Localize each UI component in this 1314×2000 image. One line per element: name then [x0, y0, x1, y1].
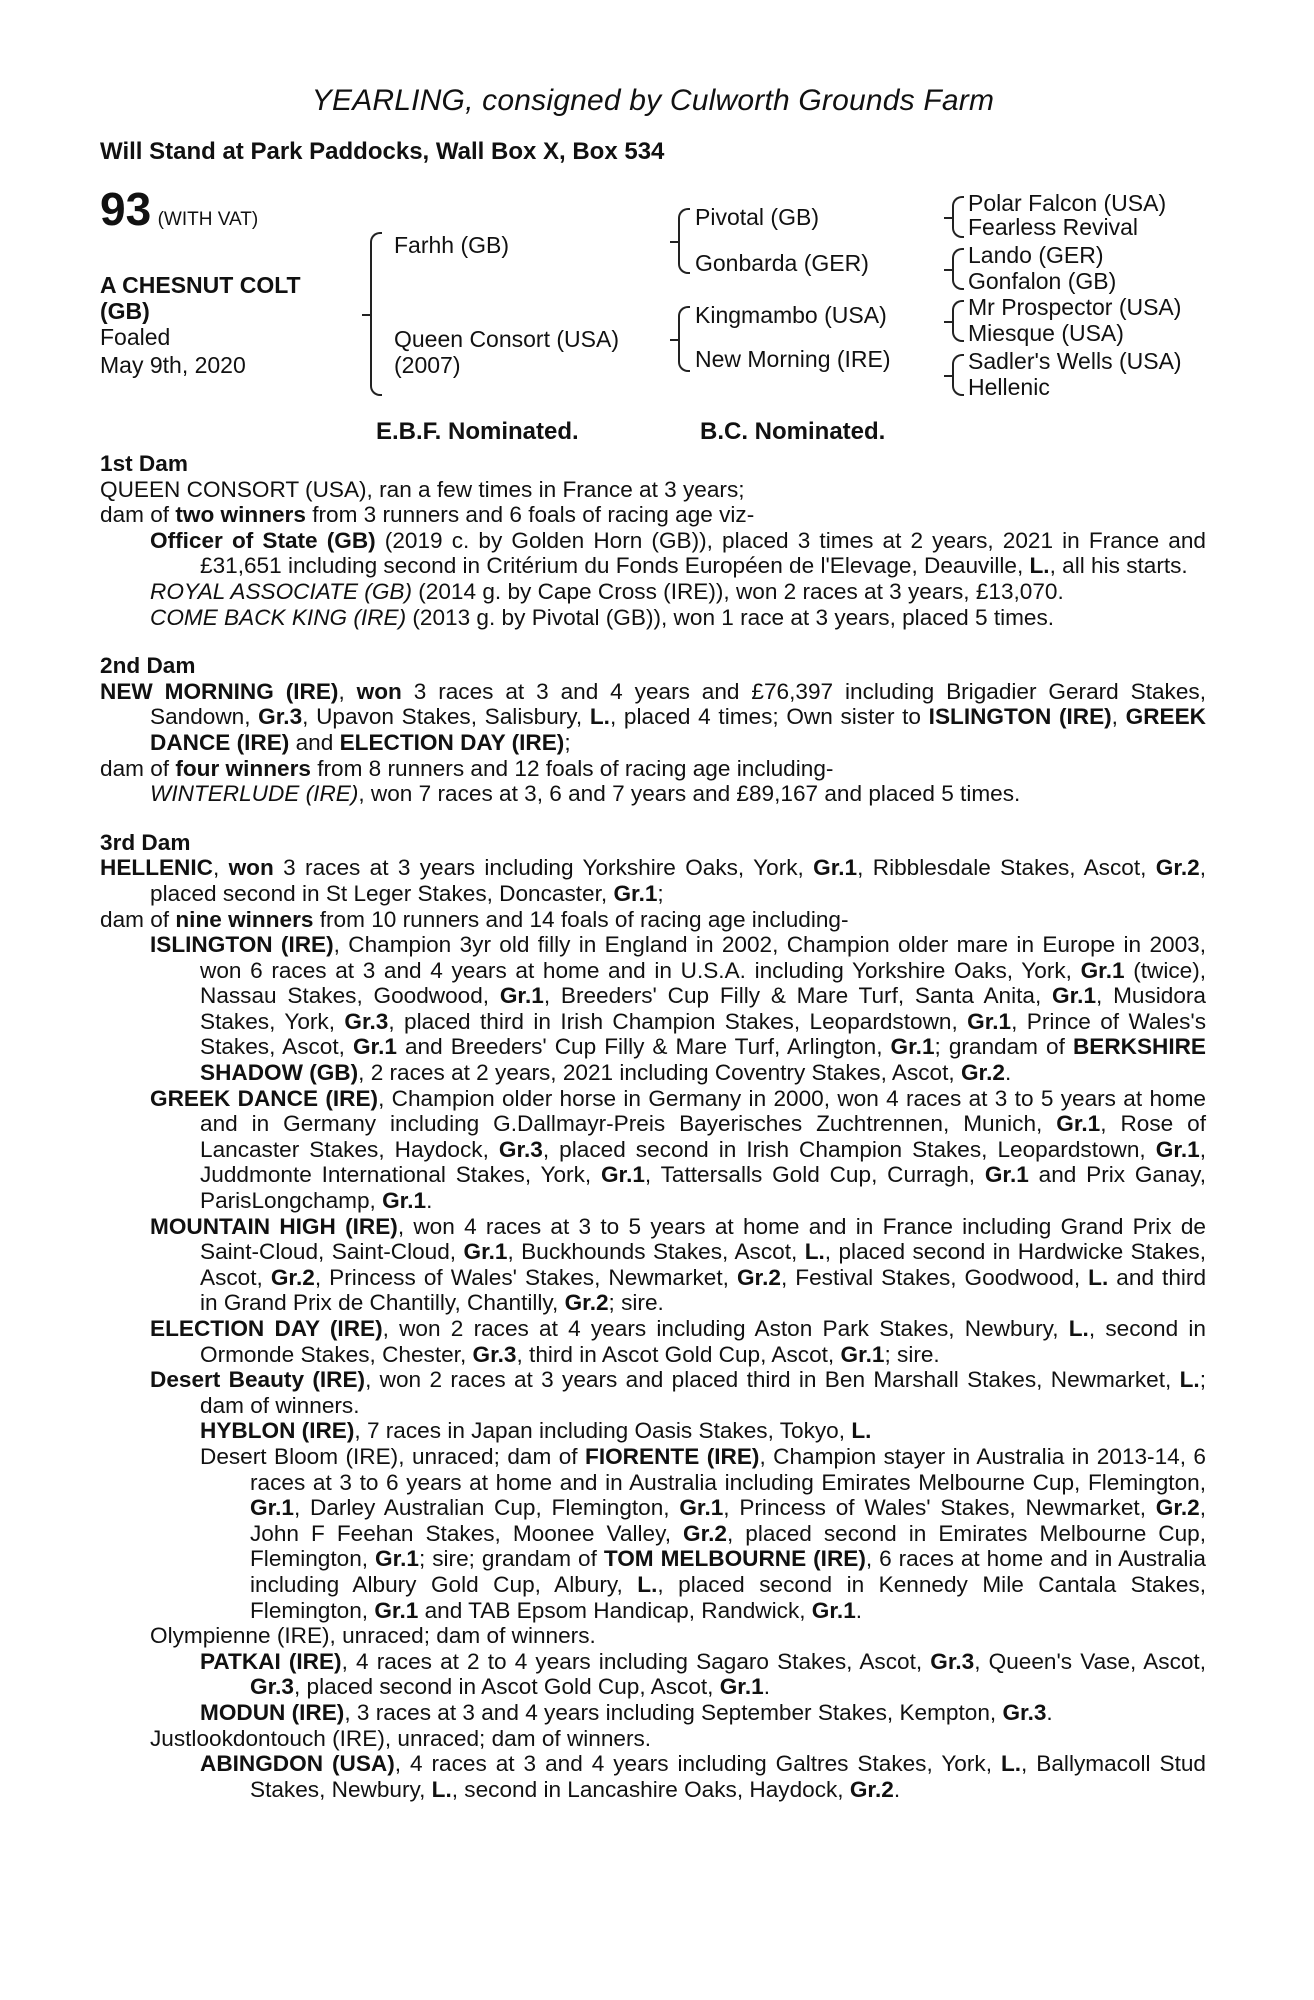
- second-dam-produce-summary: dam of four winners from 8 runners and 12 foals of racing age including-: [100, 755, 834, 781]
- produce-desert-beauty: [100, 1367, 1206, 1418]
- text-run: Olympienne (IRE), unraced; dam of winners.: [150, 1623, 596, 1649]
- bold-run: Gr.3: [472, 1341, 517, 1367]
- third-dam-record: HELLENIC, won 3 races at 3 years including Yorkshire Oaks, York, Gr.1, Ribblesdale Stakes, Ascot, Gr.2, placed second in St Leger Stakes, Doncaster, Gr.1;: [100, 855, 1207, 906]
- dam-parents-brace: [678, 306, 690, 372]
- first-dam-produce-summary: dam of two winners from 3 runners and 6 foals of racing age viz-: [100, 502, 755, 528]
- bold-run: L.: [1179, 1367, 1200, 1393]
- third-dam-heading: 3rd Dam: [100, 829, 191, 855]
- text-run: ; grandam of: [934, 1034, 1073, 1060]
- sire-dam-dam: Gonfalon (GB): [968, 268, 1117, 294]
- text-run: ; sire; grandam of: [418, 1546, 604, 1572]
- bold-run: MODUN (IRE): [200, 1699, 345, 1725]
- text-run: , Champion stayer in Australia in 2013-14, 6 races at 3 to 6 years at home and in Australia including Emirates Melbourne Cup, Flemington,: [250, 1443, 1206, 1495]
- first-dam-section: [100, 451, 1206, 630]
- text-run: , Juddmonte International Stakes, York,: [200, 1136, 1206, 1188]
- first-dam-line: QUEEN CONSORT (USA), ran a few times in France at 3 years;: [100, 476, 745, 502]
- text-run: , Darley Australian Cup, Flemington,: [293, 1495, 680, 1521]
- stand-location: Will Stand at Park Paddocks, Wall Box X, Box 534: [100, 138, 665, 165]
- bold-run: Gr.1: [967, 1008, 1012, 1034]
- text-run: .: [763, 1674, 770, 1700]
- text-run: , won 2 races at 4 years including Aston Park Stakes, Newbury,: [382, 1316, 1069, 1341]
- text-run: , Buckhounds Stakes, Ascot,: [507, 1239, 805, 1265]
- produce-islington: [100, 932, 1206, 1086]
- produce-justlookdontouch: [100, 1726, 1206, 1752]
- bold-run: BERKSHIRE SHADOW (GB): [200, 1034, 1207, 1086]
- text-run: .: [855, 1597, 863, 1623]
- foaled-date: May 9th, 2020: [100, 352, 246, 378]
- second-dam-heading: 2nd Dam: [100, 653, 196, 679]
- bold-run: HYBLON (IRE): [200, 1418, 355, 1444]
- sire-dam: Gonbarda (GER): [695, 250, 869, 276]
- text-run: , 3 races at 3 and 4 years including September Stakes, Kempton,: [344, 1699, 1003, 1725]
- text-run: , second in Lancashire Oaks, Haydock,: [451, 1776, 850, 1802]
- gs1-brace: [952, 196, 964, 238]
- text-run: , Princess of Wales' Stakes, Newmarket,: [723, 1495, 1156, 1521]
- bold-run: Desert Beauty (IRE): [150, 1367, 366, 1393]
- text-run: , John F Feehan Stakes, Moonee Valley,: [250, 1495, 1206, 1546]
- produce-officer-of-state: Officer of State (GB) (2019 c. by Golden Horn (GB)), placed 3 times at 2 years, 2021 in France and £31,651 including second in Critérium du Fonds Européen de l'Elevage, Deauville, L., all his starts.: [150, 527, 1206, 579]
- dam-dam-sire: Sadler's Wells (USA): [968, 348, 1182, 374]
- dam-sire-sire: Mr Prospector (USA): [968, 294, 1182, 320]
- bold-run: L.: [1068, 1316, 1089, 1341]
- text-run: , 2 races at 2 years, 2021 including Coventry Stakes, Ascot,: [358, 1060, 961, 1086]
- text-run: , Ballymacoll Stud Stakes, Newbury,: [250, 1751, 1206, 1802]
- text-run: , Tattersalls Gold Cup, Curragh,: [644, 1162, 985, 1188]
- gs2-brace: [952, 248, 964, 290]
- bold-run: Gr.1: [499, 983, 544, 1009]
- produce-election-day: [100, 1316, 1206, 1367]
- gs4-brace: [952, 354, 964, 396]
- produce-hyblon: [100, 1418, 1206, 1444]
- text-run: , 4 races at 2 to 4 years including Sagaro Stakes, Ascot,: [341, 1648, 931, 1674]
- text-run: , Queen's Vase, Ascot,: [974, 1648, 1206, 1674]
- third-dam-section: [100, 830, 1206, 1803]
- text-run: .: [1004, 1060, 1012, 1086]
- text-run: Desert Bloom (IRE), unraced; dam of: [200, 1443, 586, 1469]
- text-run: , placed second in Ascot Gold Cup, Ascot,: [293, 1674, 720, 1700]
- bold-run: Gr.1: [1080, 957, 1125, 983]
- bold-run: GREEK DANCE (IRE): [150, 1085, 379, 1111]
- text-run: , won 4 races at 3 to 5 years at home and in France including Grand Prix de Saint-Cloud, Saint-Cloud,: [200, 1213, 1206, 1265]
- bold-run: TOM MELBOURNE (IRE): [603, 1546, 866, 1572]
- text-run: ; sire.: [608, 1290, 664, 1316]
- bold-run: PATKAI (IRE): [200, 1648, 342, 1674]
- bold-run: ISLINGTON (IRE): [150, 932, 334, 958]
- text-run: , Champion older horse in Germany in 2000, won 4 races at 3 to 5 years at home and in Germany including G.Dallmayr-Preis Bayerisches Zuchtrennen, Munich,: [200, 1085, 1207, 1137]
- third-dam-produce-summary: dam of nine winners from 10 runners and 14 foals of racing age including-: [100, 906, 849, 932]
- text-run: , placed second in Kennedy Mile Cantala Stakes, Flemington,: [250, 1571, 1206, 1623]
- text-run: , third in Ascot Gold Cup, Ascot,: [516, 1341, 841, 1367]
- bold-run: Gr.3: [930, 1648, 975, 1674]
- produce-desert-bloom: [100, 1444, 1206, 1623]
- lot-country: (GB): [100, 298, 150, 324]
- dam-sire: Kingmambo (USA): [695, 302, 887, 328]
- text-run: , placed third in Irish Champion Stakes, Leopardstown,: [388, 1008, 968, 1034]
- bold-run: L.: [1000, 1751, 1022, 1777]
- pedigree-block: [100, 183, 1206, 451]
- lot-heading: [100, 183, 259, 235]
- sire-sire: Pivotal (GB): [695, 204, 819, 230]
- bold-run: L.: [851, 1418, 872, 1444]
- bold-run: Gr.1: [375, 1546, 419, 1572]
- text-run: .: [1046, 1699, 1053, 1725]
- text-run: ; dam of winners.: [200, 1367, 1206, 1418]
- text-run: , Breeders' Cup Filly & Mare Turf, Santa Anita,: [543, 983, 1053, 1009]
- text-run: ; sire.: [884, 1341, 940, 1367]
- sire-sire-sire: Polar Falcon (USA): [968, 190, 1167, 216]
- bold-run: Gr.1: [352, 1034, 397, 1060]
- sire-parents-brace: [678, 208, 690, 274]
- text-run: , placed second in Irish Champion Stakes, Leopardstown,: [542, 1136, 1156, 1162]
- foaled-label: Foaled: [100, 324, 171, 350]
- bold-run: Gr.1: [382, 1188, 427, 1214]
- dam-name: Queen Consort (USA): [394, 326, 619, 352]
- dam-dam-dam: Hellenic: [968, 374, 1050, 400]
- bc-nominated: B.C. Nominated.: [700, 418, 886, 445]
- text-run: and third in Grand Prix de Chantilly, Chantilly,: [200, 1264, 1207, 1316]
- produce-olympienne: [100, 1623, 1206, 1649]
- dam-year: (2007): [394, 352, 461, 378]
- lot-vat: (WITH VAT): [157, 209, 259, 230]
- consignor-title: YEARLING, consigned by Culworth Grounds Farm: [311, 84, 995, 117]
- bold-run: Gr.2: [736, 1264, 781, 1290]
- first-dam-heading: 1st Dam: [100, 451, 188, 476]
- bold-run: Gr.2: [849, 1776, 894, 1802]
- bold-run: Gr.3: [1002, 1699, 1047, 1725]
- text-run: , Musidora Stakes, York,: [200, 983, 1206, 1034]
- catalogue-page: [100, 84, 1206, 1825]
- bold-run: Gr.1: [1052, 983, 1097, 1009]
- produce-patkai: [100, 1649, 1206, 1700]
- lot-description: A CHESNUT COLT: [100, 272, 301, 298]
- text-run: , Prince of Wales's Stakes, Ascot,: [200, 1008, 1206, 1060]
- text-run: .: [893, 1776, 901, 1802]
- bold-run: L.: [1088, 1264, 1109, 1290]
- produce-abingdon: [100, 1751, 1206, 1802]
- sire-sire-dam: Fearless Revival: [968, 214, 1138, 240]
- bold-run: Gr.1: [719, 1674, 764, 1700]
- text-run: , won 2 races at 3 years and placed third in Ben Marshall Stakes, Newmarket,: [365, 1367, 1180, 1393]
- bold-run: L.: [431, 1776, 452, 1802]
- bold-run: Gr.1: [890, 1034, 935, 1060]
- ebf-nominated: E.B.F. Nominated.: [376, 418, 579, 445]
- text-run: , Champion 3yr old filly in England in 2002, Champion older mare in Europe in 2003, won 6 races at 3 and 4 years at home and in U.S.A. including Yorkshire Oaks, York,: [200, 932, 1206, 983]
- text-run: , placed second in Emirates Melbourne Cup, Flemington,: [250, 1520, 1206, 1572]
- bold-run: Gr.1: [250, 1495, 294, 1521]
- gs3-brace: [952, 300, 964, 342]
- bold-run: Gr.1: [463, 1239, 508, 1265]
- bold-run: Gr.1: [840, 1341, 885, 1367]
- text-run: , 6 races at home and in Australia including Albury Gold Cup, Albury,: [250, 1546, 1206, 1597]
- bold-run: MOUNTAIN HIGH (IRE): [150, 1213, 398, 1239]
- sire-dam-sire: Lando (GER): [968, 242, 1104, 268]
- text-run: , Princess of Wales' Stakes, Newmarket,: [314, 1264, 737, 1290]
- bold-run: Gr.1: [1056, 1111, 1101, 1137]
- bold-run: Gr.1: [1155, 1136, 1200, 1162]
- bold-run: Gr.1: [374, 1597, 419, 1623]
- bold-run: Gr.2: [564, 1290, 609, 1316]
- produce-mountain-high: [100, 1214, 1206, 1316]
- sire-dam-brace: [370, 232, 382, 396]
- produce-royal-associate: ROYAL ASSOCIATE (GB) (2014 g. by Cape Cross (IRE)), won 2 races at 3 years, £13,070.: [150, 578, 1064, 604]
- bold-run: L.: [637, 1571, 658, 1597]
- bold-run: Gr.2: [960, 1060, 1005, 1086]
- bold-run: FIORENTE (IRE): [585, 1443, 760, 1469]
- text-run: , Rose of Lancaster Stakes, Haydock,: [200, 1111, 1206, 1162]
- bold-run: Gr.2: [683, 1520, 727, 1546]
- lot-number: 93: [100, 183, 152, 235]
- bold-run: ELECTION DAY (IRE): [150, 1316, 383, 1341]
- produce-winterlude: WINTERLUDE (IRE), won 7 races at 3, 6 and 7 years and £89,167 and placed 5 times.: [150, 781, 1021, 807]
- text-run: (twice), Nassau Stakes, Goodwood,: [200, 957, 1206, 1009]
- dam-sire-dam: Miesque (USA): [968, 320, 1124, 346]
- bold-run: L.: [804, 1239, 825, 1265]
- bold-run: Gr.2: [1155, 1495, 1200, 1521]
- bold-run: Gr.1: [984, 1162, 1029, 1188]
- produce-come-back-king: COME BACK KING (IRE) (2013 g. by Pivotal (GB)), won 1 race at 3 years, placed 5 times.: [150, 604, 1055, 630]
- bold-run: Gr.2: [270, 1264, 315, 1290]
- bold-run: ABINGDON (USA): [200, 1751, 395, 1777]
- dam-dam: New Morning (IRE): [695, 346, 891, 372]
- bold-run: Gr.1: [811, 1597, 856, 1623]
- text-run: , second in Ormonde Stakes, Chester,: [200, 1316, 1206, 1367]
- bold-run: Gr.1: [600, 1162, 645, 1188]
- bold-run: Gr.3: [498, 1136, 543, 1162]
- produce-modun: [100, 1700, 1206, 1726]
- text-run: , placed second in Hardwicke Stakes, Ascot,: [200, 1239, 1206, 1290]
- text-run: , 4 races at 3 and 4 years including Galtres Stakes, York,: [394, 1751, 1001, 1777]
- second-dam-record: NEW MORNING (IRE), won 3 races at 3 and 4 years and £76,397 including Brigadier Gerard Stakes, Sandown, Gr.3, Upavon Stakes, Salisbury, L., placed 4 times; Own sister to ISLINGTON (IRE), GREEK DANCE (IRE) and ELECTION DAY (IRE);: [100, 678, 1206, 755]
- text-run: and Breeders' Cup Filly & Mare Turf, Arlington,: [396, 1034, 891, 1060]
- text-run: , Festival Stakes, Goodwood,: [780, 1264, 1089, 1290]
- text-run: , 7 races in Japan including Oasis Stakes, Tokyo,: [354, 1418, 852, 1444]
- text-run: Justlookdontouch (IRE), unraced; dam of winners.: [150, 1725, 652, 1751]
- sire-name: Farhh (GB): [394, 232, 510, 258]
- produce-greek-dance: [100, 1086, 1206, 1214]
- text-run: and Prix Ganay, ParisLongchamp,: [200, 1162, 1207, 1214]
- second-dam-section: [100, 653, 1206, 807]
- bold-run: Gr.3: [250, 1674, 294, 1700]
- bold-run: Gr.3: [344, 1008, 389, 1034]
- text-run: and TAB Epsom Handicap, Randwick,: [418, 1597, 812, 1623]
- bold-run: Gr.1: [679, 1495, 724, 1521]
- text-run: .: [426, 1188, 433, 1214]
